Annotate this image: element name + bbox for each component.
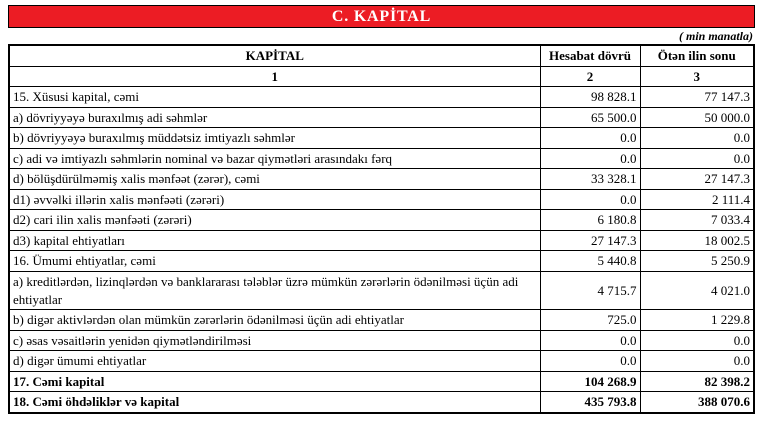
row-previous-year-value: 5 250.9 [640,251,754,272]
table-row [9,169,754,190]
table-row [9,189,754,210]
row-current-period-value: 0.0 [540,189,640,210]
row-current-period-value: 0.0 [540,128,640,149]
row-current-period-value: 65 500.0 [540,107,640,128]
row-current-period-value: 104 268.9 [540,371,640,392]
row-previous-year-value: 2 111.4 [640,189,754,210]
capital-table [8,44,755,414]
row-current-period-value: 725.0 [540,310,640,331]
row-current-period-value: 4 715.7 [540,272,640,310]
col-number-1: 1 [9,66,540,87]
row-current-period-value: 0.0 [540,351,640,372]
table-row [9,392,754,413]
unit-note: ( min manatla) [678,29,753,43]
row-previous-year-value: 18 002.5 [640,230,754,251]
row-current-period-value: 435 793.8 [540,392,640,413]
row-previous-year-value: 0.0 [640,351,754,372]
row-previous-year-value: 4 021.0 [640,272,754,310]
row-previous-year-value: 77 147.3 [640,87,754,108]
row-label: 15. Xüsusi kapital, cəmi [9,87,540,108]
row-label: a) kreditlərdən, lizinqlərdən və banklararası tələblər üzrə mümkün zərərlərin ödənilməsi üçün adi ehtiyatlar [9,272,540,310]
row-previous-year-value: 82 398.2 [640,371,754,392]
col-number-2: 2 [540,66,640,87]
row-current-period-value: 27 147.3 [540,230,640,251]
row-label: d) digər ümumi ehtiyatlar [9,351,540,372]
column-number-row [9,66,754,87]
table-row [9,148,754,169]
table-row [9,230,754,251]
table-row [9,128,754,149]
row-current-period-value: 6 180.8 [540,210,640,231]
row-previous-year-value: 1 229.8 [640,310,754,331]
row-current-period-value: 98 828.1 [540,87,640,108]
row-previous-year-value: 0.0 [640,330,754,351]
row-previous-year-value: 50 000.0 [640,107,754,128]
table-row [9,107,754,128]
row-previous-year-value: 0.0 [640,148,754,169]
section-title-banner [8,5,755,28]
col-header-current-period: Hesabat dövrü [540,45,640,66]
row-current-period-value: 0.0 [540,148,640,169]
row-label: b) digər aktivlərdən olan mümkün zərərlərin ödənilməsi üçün adi ehtiyatlar [9,310,540,331]
row-label: d2) cari ilin xalis mənfəəti (zərəri) [9,210,540,231]
row-label: 16. Ümumi ehtiyatlar, cəmi [9,251,540,272]
row-label: 17. Cəmi kapital [9,371,540,392]
table-row [9,330,754,351]
col-number-3: 3 [640,66,754,87]
table-row [9,251,754,272]
row-current-period-value: 0.0 [540,330,640,351]
row-current-period-value: 33 328.1 [540,169,640,190]
table-row [9,310,754,331]
row-label: d3) kapital ehtiyatları [9,230,540,251]
row-label: c) əsas vəsaitlərin yenidən qiymətləndirilməsi [9,330,540,351]
row-previous-year-value: 27 147.3 [640,169,754,190]
row-previous-year-value: 7 033.4 [640,210,754,231]
table-row [9,371,754,392]
table-row [9,272,754,310]
section-title: C. KAPİTAL [331,8,432,25]
row-label: a) dövriyyəyə buraxılmış adi səhmlər [9,107,540,128]
row-label: d) bölüşdürülməmiş xalis mənfəət (zərər), cəmi [9,169,540,190]
row-previous-year-value: 0.0 [640,128,754,149]
row-current-period-value: 5 440.8 [540,251,640,272]
row-previous-year-value: 388 070.6 [640,392,754,413]
row-label: c) adi və imtiyazlı səhmlərin nominal və bazar qiymətləri arasındakı fərq [9,148,540,169]
row-label: d1) əvvəlki illərin xalis mənfəəti (zərəri) [9,189,540,210]
col-header-kapital: KAPİTAL [9,45,540,66]
table-body [9,87,754,413]
table-row [9,210,754,231]
table-row [9,87,754,108]
table-row [9,351,754,372]
col-header-previous-year: Ötən ilin sonu [640,45,754,66]
table-header-row [9,45,754,66]
row-label: b) dövriyyəyə buraxılmış müddətsiz imtiyazlı səhmlər [9,128,540,149]
row-label: 18. Cəmi öhdəliklər və kapital [9,392,540,413]
